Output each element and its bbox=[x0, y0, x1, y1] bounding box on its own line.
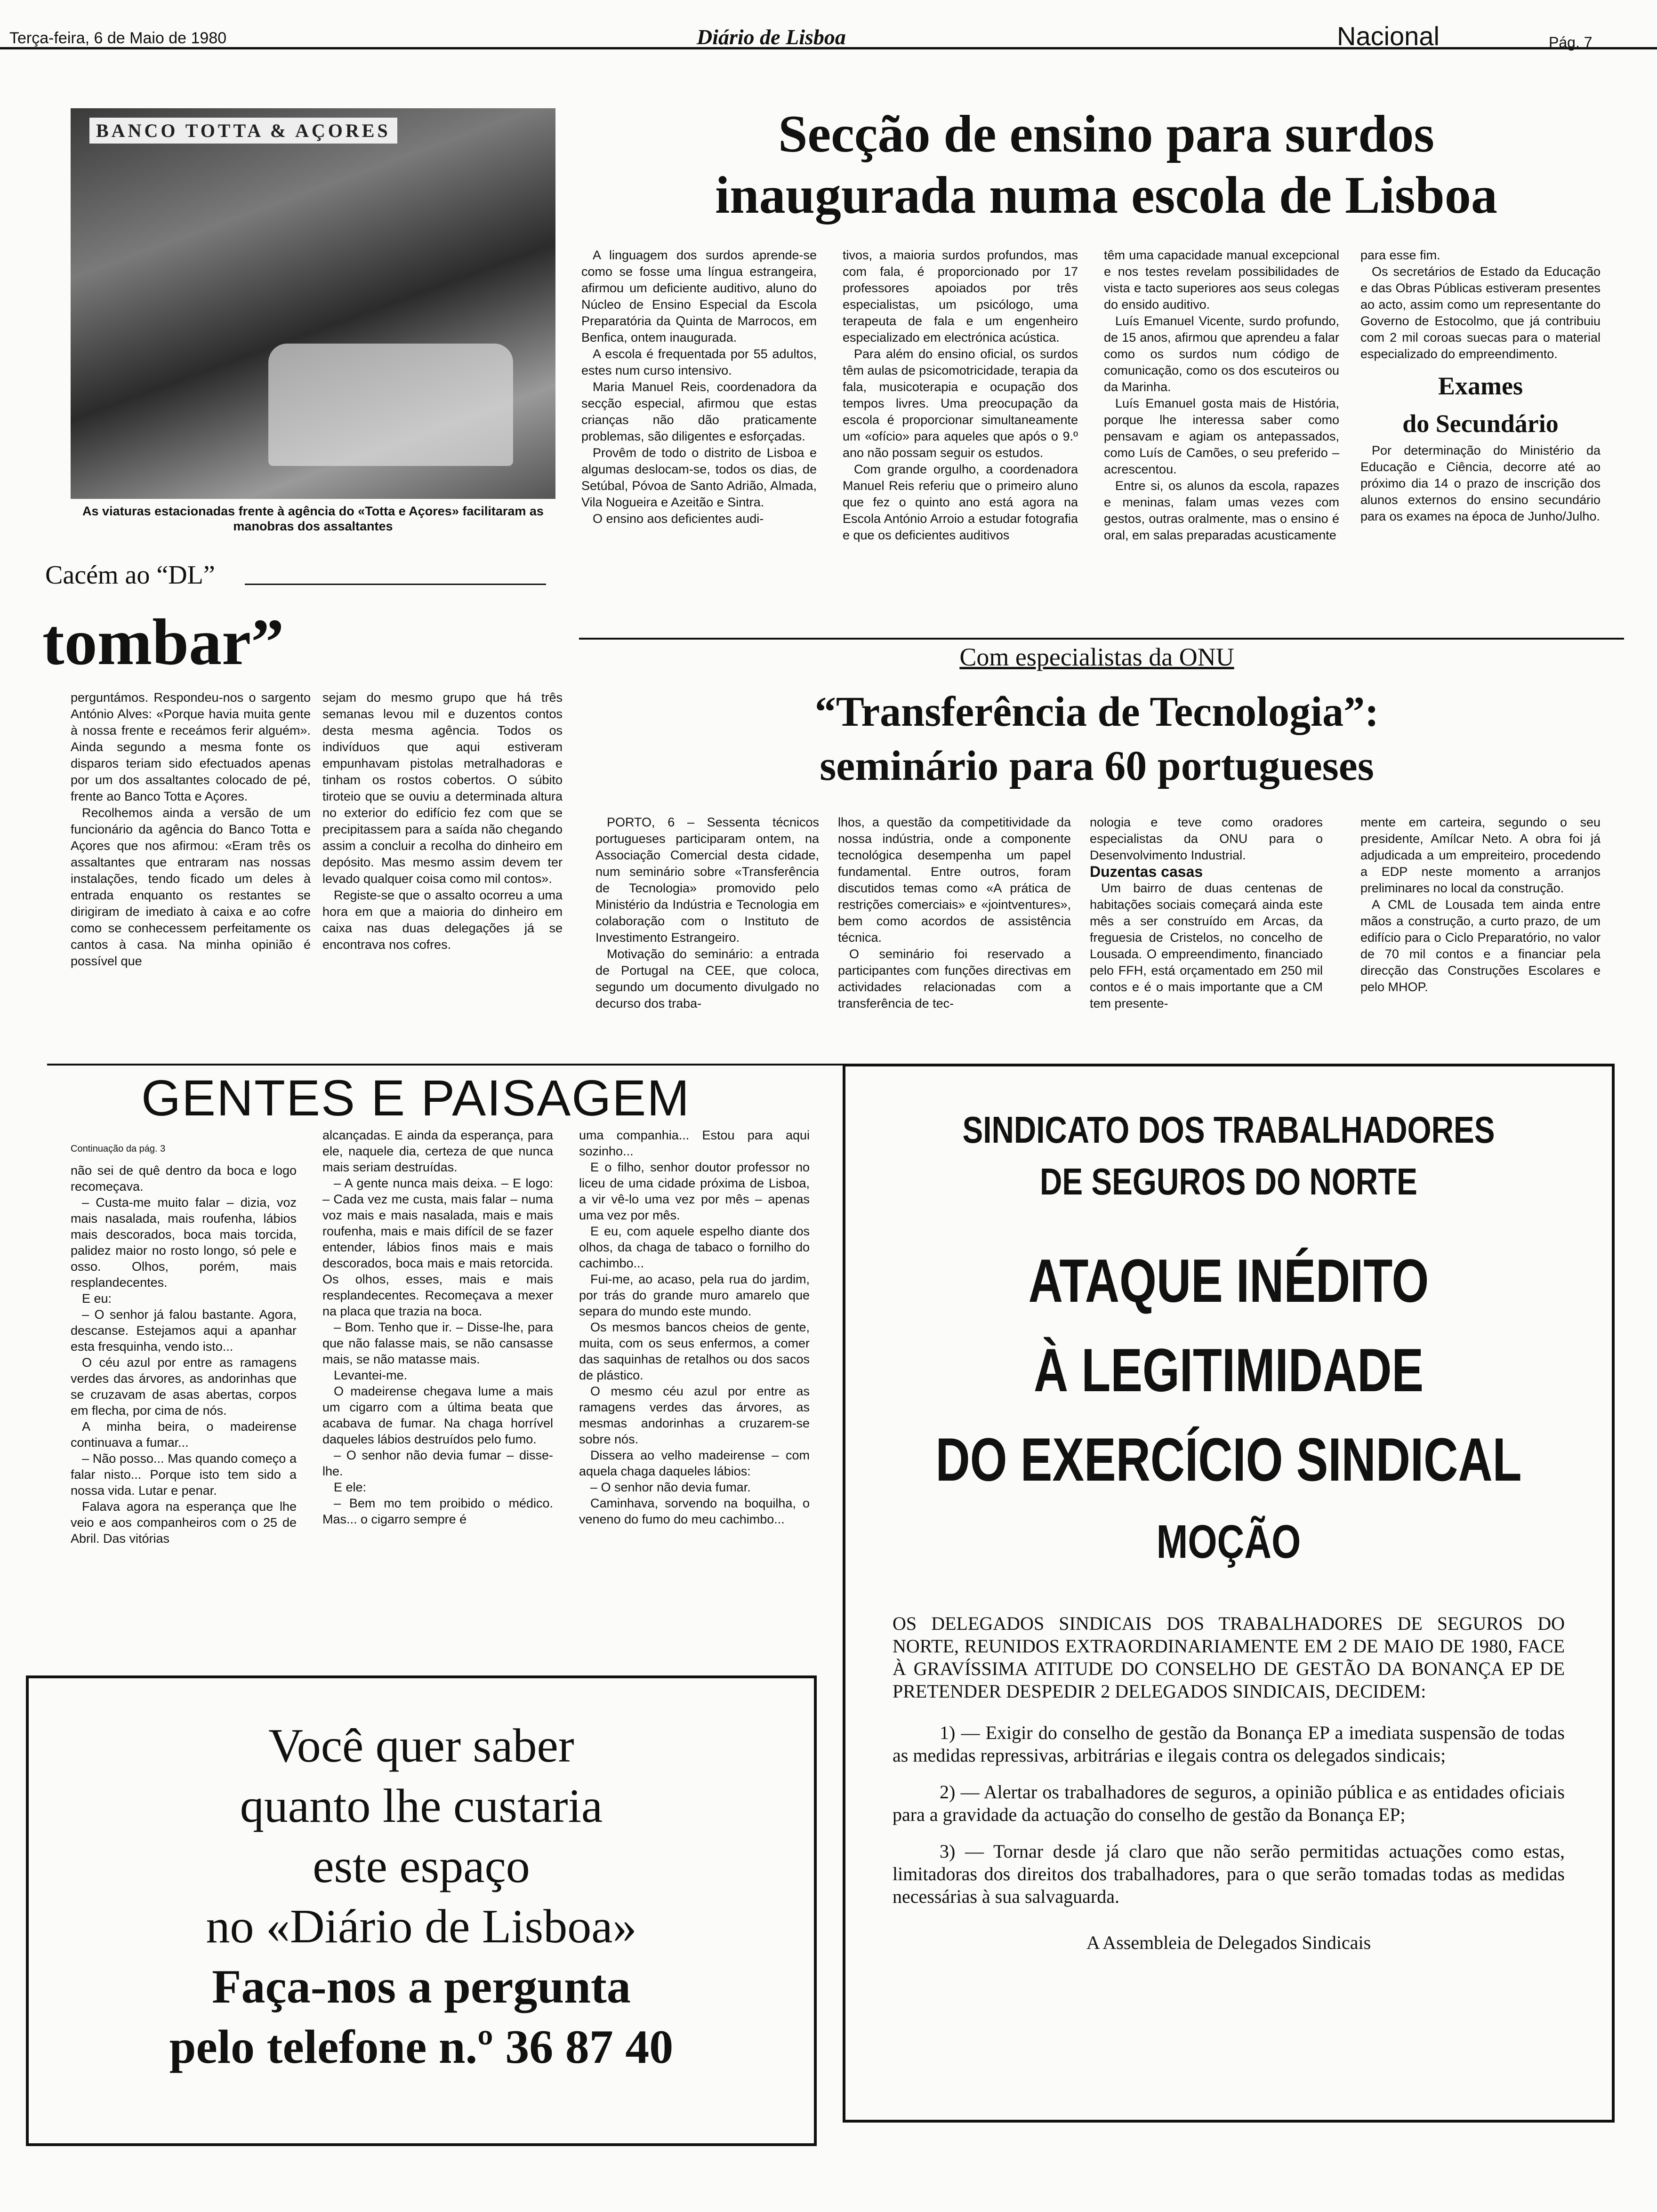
onu-paragraph: mente em carteira, segundo o seu presidente, Amílcar Neto. A obra foi já adjudicada a um empreiteiro, procedendo a EDP neste momento a arranjos preliminares no local da construção. bbox=[1360, 815, 1601, 895]
gentes-paragraph: O madeirense chegava lume a mais um cigarro com a última beata que acabava de fumar. Na chaga horrível daqueles lábios destruídos pelo fumo. bbox=[322, 1384, 553, 1446]
gentes-paragraph: E eu, com aquele espelho diante dos olhos, da chaga de tabaco o fornilho do cachimbo... bbox=[579, 1224, 810, 1270]
gentes-paragraph: Caminhava, sorvendo na boquilha, o veneno do fumo do meu cachimbo... bbox=[579, 1496, 810, 1526]
gentes-paragraph: – Bom. Tenho que ir. – Disse-lhe, para que não falasse mais, se não cansasse mais, se não matasse mais. bbox=[322, 1320, 553, 1366]
onu-column-1 bbox=[595, 814, 819, 1012]
surdos-paragraph: tivos, a maioria surdos profundos, mas com fala, é proporcionado por 17 professores apoiados por três especialistas, um psicólogo, uma terapeuta de fala e um engenheiro especializado em electrónica acústica. bbox=[843, 248, 1078, 345]
duzentas-casas-subhead: Duzentas casas bbox=[1090, 863, 1203, 880]
surdos-paragraph: Com grande orgulho, a coordenadora Manuel Reis referiu que o primeiro aluno que fez o quinto ano está agora na Escola António Arroio a estudar fotografia e que os deficientes auditivos bbox=[843, 462, 1078, 542]
union-notice-box bbox=[843, 1064, 1615, 2123]
ad-line: pelo telefone n.º 36 87 40 bbox=[169, 2020, 674, 2074]
surdos-paragraph: para esse fim. bbox=[1360, 248, 1440, 262]
union-name-line: DE SEGUROS DO NORTE bbox=[1040, 1161, 1417, 1202]
surdos-headline-line: inaugurada numa escola de Lisboa bbox=[715, 166, 1497, 224]
gentes-paragraph: O céu azul por entre as ramagens verdes das árvores, as andorinhas que se cruzavam de asas abertas, corpos em flecha, por cima de nós. bbox=[71, 1355, 297, 1418]
section-rule bbox=[579, 638, 1624, 640]
onu-headline-line: “Transferência de Tecnologia”: bbox=[814, 689, 1379, 735]
union-motion-text bbox=[893, 1612, 1565, 1954]
onu-paragraph: lhos, a questão da competitividade da nossa indústria, onde a componente tecnológica desempenha um papel fundamental. Entre outros, foram discutidos temas como «A prática de restrições comerciais» e «jointventures», bem como acordos de assistência técnica. bbox=[838, 815, 1071, 945]
union-item: 3) — Tornar desde já claro que não serão permitidas actuações como estas, limitadoras dos direitos dos trabalhadores, para o que serão tomadas todas as medidas necessárias à sua salvaguarda. bbox=[893, 1841, 1565, 1907]
onu-paragraph: O seminário foi reservado a participantes com funções directivas em actividades relacionadas com a transferência de tec- bbox=[838, 947, 1071, 1010]
surdos-paragraph: Entre si, os alunos da escola, rapazes e meninas, falam umas vezes com gestos, outras oralmente, mas o ensino é oral, em salas preparadas acusticamente bbox=[1104, 479, 1339, 542]
gentes-paragraph: A minha beira, o madeirense continuava a fumar... bbox=[71, 1419, 297, 1450]
car-shape bbox=[268, 344, 513, 466]
union-moção-title: MOÇÃO bbox=[1156, 1515, 1301, 1568]
robbery-paragraph: sejam do mesmo grupo que há três semanas levou mil e duzentos contos desta mesma agência. Todos os indivíduos que aqui estiveram empunhavam pistolas metralhadoras e tinham os rostos cobertos. O súbito tiroteio que se ouviu a determinada altura no exterior do edifício fez com que se precipitassem para a saída não chegando assim a concluir a recolha do dinheiro em depósito. Mas mesmo assim devem ter levado qualquer coisa como mil contos». bbox=[322, 690, 563, 886]
gentes-paragraph: E eu: bbox=[82, 1291, 112, 1306]
gentes-paragraph: – Custa-me muito falar – dizia, voz mais nasalada, mais roufenha, lábios mais descorados, boca mais torcida, palidez maior no rosto longo, só pele e osso. Olhos, porém, mais resplandecentes. bbox=[71, 1195, 297, 1290]
onu-kicker: Com especialistas da ONU bbox=[959, 643, 1234, 671]
gentes-paragraph: E o filho, senhor doutor professor no liceu de uma cidade próxima de Lisboa, a vir vê-lo uma vez por mês – apenas uma vez por mês. bbox=[579, 1160, 810, 1222]
surdos-headline-line: Secção de ensino para surdos bbox=[778, 105, 1434, 163]
surdos-paragraph: O ensino aos deficientes audi- bbox=[593, 512, 764, 526]
photo-sign: BANCO TOTTA & AÇORES bbox=[89, 118, 397, 144]
surdos-paragraph: A escola é frequentada por 55 adultos, estes num curso intensivo. bbox=[581, 347, 817, 377]
onu-paragraph: Motivação do seminário: a entrada de Portugal na CEE, que coloca, segundo um documento divulgado no decurso dos traba- bbox=[595, 947, 819, 1010]
gentes-paragraph: Levantei-me. bbox=[334, 1368, 408, 1382]
surdos-paragraph: A linguagem dos surdos aprende-se como se fosse uma língua estrangeira, afirmou um deficiente auditivo, aluno do Núcleo de Ensino Especial da Escola Preparatória da Quinta de Marrocos, em Benfica, ontem inaugurada. bbox=[581, 248, 817, 345]
onu-paragraph: A CML de Lousada tem ainda entre mãos a construção, a curto prazo, de um edifício para o Ciclo Preparatório, no valor de 70 mil contos e a financiar pela direcção das Construções Escolares e pelo MHOP. bbox=[1360, 898, 1601, 994]
surdos-paragraph: Por determinação do Ministério da Educação e Ciência, decorre até ao próximo dia 14 o prazo de inscrição dos alunos externos do ensino secundário para os exames na época de Junho/Julho. bbox=[1360, 443, 1601, 523]
exames-subhead-line: Exames bbox=[1438, 372, 1523, 400]
robbery-column-1 bbox=[71, 689, 311, 970]
kicker-rule bbox=[245, 584, 546, 585]
surdos-headline bbox=[579, 104, 1633, 226]
surdos-column-1 bbox=[581, 247, 817, 527]
union-headline-line: ATAQUE INÉDITO bbox=[1028, 1246, 1429, 1315]
advertisement-box bbox=[26, 1675, 817, 2146]
union-name-line: SINDICATO DOS TRABALHADORES bbox=[962, 1109, 1495, 1151]
robbery-paragraph: perguntámos. Respondeu-nos o sargento António Alves: «Porque havia muita gente à nossa frente e receámos ferir alguém». Ainda segundo a mesma fonte os disparos teriam sido efectuados apenas por um dos assaltantes colocado de pé, frente ao Banco Totta e Açores. bbox=[71, 690, 311, 803]
union-signature: A Assembleia de Delegados Sindicais bbox=[1086, 1932, 1371, 1953]
onu-paragraph: Um bairro de duas centenas de habitações sociais começará ainda este mês a ser construído em Arcas, da freguesia de Cristelos, no concelho de Lousada. O empreendimento, financiado pelo FFH, está orçamentado em 250 mil contos e é o mais importante que a CM tem presente- bbox=[1090, 881, 1323, 1010]
ad-line: Faça-nos a pergunta bbox=[212, 1960, 631, 2013]
surdos-paragraph: Maria Manuel Reis, coordenadora da secção especial, afirmou que estas crianças não dão praticamente problemas, são diligentes e esforçadas. bbox=[581, 380, 817, 443]
ad-line: no «Diário de Lisboa» bbox=[206, 1900, 637, 1953]
surdos-column-3 bbox=[1104, 247, 1339, 544]
robbery-kicker: Cacém ao “DL” bbox=[45, 561, 215, 590]
surdos-paragraph: Luís Emanuel gosta mais de História, porque lhe interessa saber como pensavam e agiam os antepassados, como Luís de Camões, o seu preferido – acrescentou. bbox=[1104, 396, 1339, 476]
bank-photo bbox=[71, 108, 555, 499]
gentes-paragraph: Fui-me, ao acaso, pela rua do jardim, por trás do grande muro amarelo que separa do mundo este mundo. bbox=[579, 1272, 810, 1318]
gentes-paragraph: E ele: bbox=[334, 1480, 367, 1494]
union-headline-line: DO EXERCÍCIO SINDICAL bbox=[935, 1425, 1522, 1494]
gentes-paragraph: alcançadas. E ainda da esperança, para ele, naquele dia, certeza de que nunca mais seriam destruídas. bbox=[322, 1128, 553, 1174]
continuation-note: Continuação da pág. 3 bbox=[71, 1144, 166, 1154]
surdos-column-4 bbox=[1360, 247, 1601, 525]
onu-paragraph: PORTO, 6 – Sessenta técnicos portugueses participaram ontem, na Associação Comercial desta cidade, num seminário sobre «Transferência de Tecnologia» promovido pelo Ministério da Indústria e Tecnologia em colaboração com o Instituto de Investimento Estrangeiro. bbox=[595, 815, 819, 945]
robbery-headline: tombar” bbox=[42, 606, 284, 679]
gentes-column-1 bbox=[71, 1162, 297, 1547]
ad-line: Você quer saber bbox=[268, 1719, 574, 1772]
surdos-paragraph: Os secretários de Estado da Educação e das Obras Públicas estiveram presentes ao acto, assim como um representante do Governo de Estocolmo, que já contribuiu com 2 mil coroas suecas para o material especializado do empreendimento. bbox=[1360, 264, 1601, 361]
ad-line: este espaço bbox=[313, 1840, 530, 1893]
union-intro: OS DELEGADOS SINDICAIS DOS TRABALHADORES DE SEGUROS DO NORTE, REUNIDOS EXTRAORDINARIAMENTE EM 2 DE MAIO DE 1980, FACE À GRAVÍSSIMA ATITUDE DO CONSELHO DE GESTÃO DA BONANÇA EP DE PRETENDER DESPEDIR 2 DELEGADOS SINDICAIS, DECIDEM: bbox=[893, 1613, 1565, 1702]
gentes-paragraph: O mesmo céu azul por entre as ramagens verdes das árvores, as mesmas andorinhas a cruzarem-se sobre nós. bbox=[579, 1384, 810, 1446]
gentes-column-3 bbox=[579, 1127, 810, 1527]
union-item: 1) — Exigir do conselho de gestão da Bonança EP a imediata suspensão de todas as medidas repressivas, arbitrárias e ilegais contra os delegados sindicais; bbox=[893, 1722, 1565, 1766]
section-label: Nacional bbox=[1337, 21, 1440, 51]
gentes-paragraph: Dissera ao velho madeirense – com aquela chaga daqueles lábios: bbox=[579, 1448, 810, 1478]
robbery-paragraph: Recolhemos ainda a versão de um funcionário da agência do Banco Totta e Açores que nos afirmou: «Eram três os assaltantes que entraram nas nossas instalações, tendo ficado um deles à entrada enquanto os restantes se dirigiram de imediato à caixa e ao cofre como se conhecessem perfeitamente os cantos à casa. Na minha opinião é possível que bbox=[71, 806, 311, 968]
onu-column-3 bbox=[1090, 814, 1323, 1012]
gentes-paragraph: – O senhor não devia fumar – disse-lhe. bbox=[322, 1448, 553, 1478]
gentes-paragraph: não sei de quê dentro da boca e logo recomeçava. bbox=[71, 1163, 297, 1194]
photo-caption: As viaturas estacionadas frente à agência do «Totta e Açores» facilitaram as manobras dos assaltantes bbox=[82, 504, 544, 533]
ad-line: quanto lhe custaria bbox=[240, 1779, 603, 1833]
union-item: 2) — Alertar os trabalhadores de seguros, a opinião pública e as entidades oficiais para a gravidade da actuação do conselho de gestão da Bonança EP; bbox=[893, 1781, 1565, 1825]
gentes-paragraph: – O senhor já falou bastante. Agora, descanse. Estejamos aqui a apanhar esta fresquinha, vendo isto... bbox=[71, 1307, 297, 1354]
gentes-title: GENTES E PAISAGEM bbox=[141, 1069, 691, 1126]
onu-column-4 bbox=[1360, 814, 1601, 995]
union-headings bbox=[845, 1104, 1612, 1579]
robbery-column-2 bbox=[322, 689, 563, 953]
gentes-paragraph: – O senhor não devia fumar. bbox=[590, 1480, 751, 1494]
onu-paragraph: nologia e teve como oradores especialistas da ONU para o Desenvolvimento Industrial. bbox=[1090, 815, 1323, 862]
gentes-paragraph: – A gente nunca mais deixa. – E logo: – Cada vez me custa, mais falar – numa voz mais e mais nasalada, mais e mais roufenha, mais e mais difícil de se fazer entender, lábios finos mais e mais descorados, boca mais e mais retorcida. Os olhos, esses, mais e mais resplandecentes. Recomeçava a mexer na placa que trazia na boca. bbox=[322, 1176, 553, 1318]
surdos-column-2 bbox=[843, 247, 1078, 544]
gentes-paragraph: uma companhia... Estou para aqui sozinho... bbox=[579, 1128, 810, 1158]
gentes-paragraph: Falava agora na esperança que lhe veio e aos companheiros com o 25 de Abril. Das vitórias bbox=[71, 1499, 297, 1546]
gentes-column-2 bbox=[322, 1127, 553, 1527]
ad-text bbox=[29, 1716, 814, 2077]
gentes-paragraph: Os mesmos bancos cheios de gente, muita, com os seus enfermos, a comer das saquinhas de retalhos ou dos sacos de plástico. bbox=[579, 1320, 810, 1382]
union-headline-line: À LEGITIMIDADE bbox=[1033, 1336, 1424, 1404]
masthead: Diário de Lisboa bbox=[697, 25, 846, 49]
onu-headline bbox=[579, 685, 1615, 793]
surdos-paragraph: Luís Emanuel Vicente, surdo profundo, de 15 anos, afirmou que aprendeu a falar como os surdos num código de comunicação, como os dos escuteiros ou da Marinha. bbox=[1104, 314, 1339, 394]
gentes-paragraph: – Bem mo tem proibido o médico. Mas... o cigarro sempre é bbox=[322, 1496, 553, 1526]
exames-subhead bbox=[1360, 367, 1601, 442]
robbery-paragraph: Registe-se que o assalto ocorreu a uma hora em que a maioria do dinheiro em caixa nas duas delegações já se encontrava nos cofres. bbox=[322, 888, 563, 952]
exames-subhead-line: do Secundário bbox=[1402, 409, 1559, 438]
page-number: Pág. 7 bbox=[1549, 34, 1593, 51]
surdos-paragraph: Para além do ensino oficial, os surdos têm aulas de psicomotricidade, terapia da fala, musicoterapia e ocupação dos tempos livres. Uma preocupação da escola é proporcionar simultaneamente um «ofício» para aqueles que após o 9.º ano não possam seguir os estudos. bbox=[843, 347, 1078, 460]
issue-date: Terça-feira, 6 de Maio de 1980 bbox=[9, 29, 227, 47]
onu-column-2 bbox=[838, 814, 1071, 1012]
gentes-paragraph: – Não posso... Mas quando começo a falar nisto... Porque isto tem sido a nossa vida. Lutar e penar. bbox=[71, 1451, 297, 1498]
surdos-paragraph: Provêm de todo o distrito de Lisboa e algumas deslocam-se, todos os dias, de Setúbal, Póvoa de Santo Adrião, Almada, Vila Nogueira e Azeitão e Sintra. bbox=[581, 446, 817, 509]
onu-headline-line: seminário para 60 portugueses bbox=[820, 743, 1374, 789]
surdos-paragraph: têm uma capacidade manual excepcional e nos testes revelam possibilidades de vista e tacto superiores aos seus colegas do ensido auditivo. bbox=[1104, 248, 1339, 312]
